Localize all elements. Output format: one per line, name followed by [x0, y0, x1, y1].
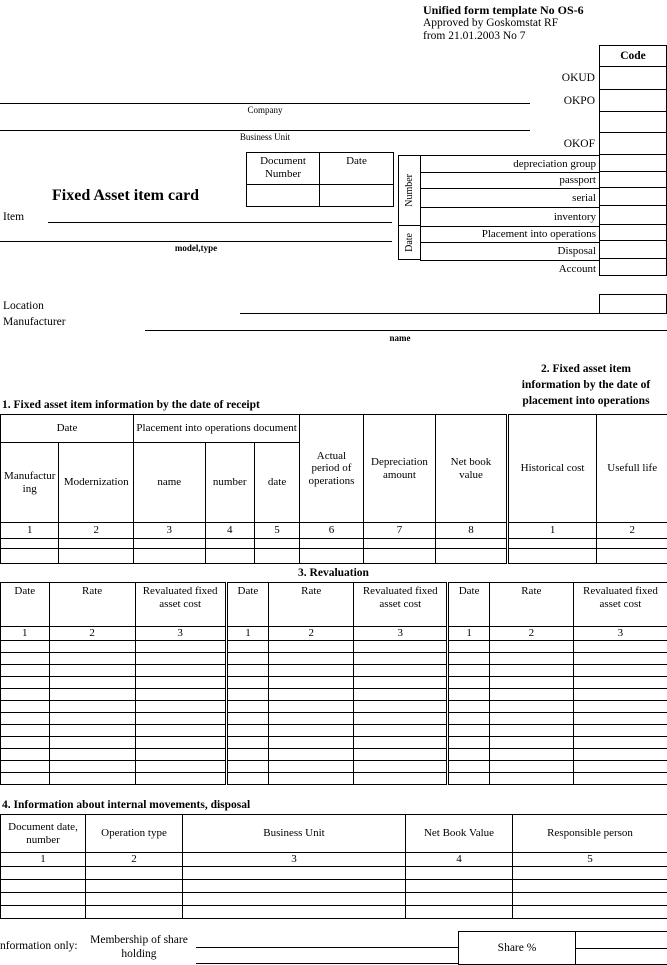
empty-cell[interactable] [1, 664, 50, 676]
section3-title: 3. Revaluation [298, 567, 369, 579]
empty-cell[interactable] [573, 700, 667, 712]
empty-cell[interactable] [133, 539, 205, 549]
column-number: 3 [135, 627, 226, 641]
table-row [1, 700, 667, 712]
empty-cell[interactable] [1, 772, 50, 784]
column-number: 1 [448, 627, 489, 641]
empty-cell[interactable] [573, 748, 667, 760]
empty-cell[interactable] [205, 549, 254, 564]
empty-cell[interactable] [489, 760, 573, 772]
column-header: Date [448, 583, 489, 627]
empty-cell[interactable] [489, 724, 573, 736]
empty-cell[interactable] [135, 760, 226, 772]
empty-cell[interactable] [573, 664, 667, 676]
form-approved-date: from 21.01.2003 No 7 [423, 30, 526, 42]
empty-cell[interactable] [1, 676, 50, 688]
column-number: 4 [205, 523, 254, 539]
empty-cell[interactable] [1, 640, 50, 652]
empty-cell[interactable] [489, 712, 573, 724]
okpo-label: OKPO [563, 95, 595, 107]
empty-cell[interactable] [1, 539, 59, 549]
column-number: 3 [573, 627, 667, 641]
item-line[interactable] [48, 211, 392, 223]
column-header: Placement into operations document [133, 415, 299, 443]
empty-cell[interactable] [226, 772, 269, 784]
empty-cell[interactable] [354, 724, 448, 736]
section4-table [0, 814, 667, 919]
model-type-line[interactable] [0, 230, 392, 242]
inventory-label: inventory [420, 208, 600, 227]
empty-cell[interactable] [354, 700, 448, 712]
membership-label: Membership of share holding [90, 934, 188, 960]
code-cell-account[interactable] [599, 258, 667, 276]
empty-cell[interactable] [49, 700, 135, 712]
number-group-label: Number [403, 174, 415, 207]
column-header: Date [226, 583, 269, 627]
empty-cell[interactable] [254, 549, 299, 564]
empty-cell[interactable] [183, 866, 406, 879]
empty-cell[interactable] [135, 664, 226, 676]
table-row [1, 724, 667, 736]
table-row [1, 892, 667, 905]
empty-cell[interactable] [226, 652, 269, 664]
empty-cell[interactable] [135, 700, 226, 712]
code-column [599, 46, 667, 276]
column-number: 1 [507, 523, 597, 539]
empty-cell[interactable] [226, 736, 269, 748]
empty-cell[interactable] [354, 736, 448, 748]
column-number: 1 [1, 853, 86, 867]
empty-cell[interactable] [269, 760, 354, 772]
empty-cell[interactable] [135, 724, 226, 736]
column-header: Operation type [86, 815, 183, 853]
empty-cell[interactable] [269, 652, 354, 664]
empty-cell[interactable] [448, 712, 489, 724]
column-header: Depreciation amount [363, 415, 436, 523]
empty-cell[interactable] [573, 724, 667, 736]
column-number: 1 [1, 523, 59, 539]
empty-cell[interactable] [49, 772, 135, 784]
table-row [1, 549, 667, 564]
empty-cell[interactable] [183, 905, 406, 918]
column-header: Rate [49, 583, 135, 627]
empty-cell[interactable] [448, 736, 489, 748]
column-number: 2 [489, 627, 573, 641]
column-header: Revaluated fixed asset cost [573, 583, 667, 627]
code-cell-inventory[interactable] [599, 205, 667, 225]
document-number-date-table [246, 152, 394, 207]
column-header: Modernization [59, 443, 134, 523]
okud-label: OKUD [561, 72, 595, 84]
empty-cell[interactable] [489, 688, 573, 700]
share-label: Share % [497, 941, 537, 954]
empty-cell[interactable] [363, 549, 436, 564]
column-number: 7 [363, 523, 436, 539]
document-date-cell[interactable] [320, 185, 394, 207]
empty-cell[interactable] [135, 736, 226, 748]
empty-cell[interactable] [269, 724, 354, 736]
share-value-cells [575, 931, 667, 965]
model-type-label: model,type [174, 243, 218, 253]
empty-cell[interactable] [1, 879, 86, 892]
date-group-label: Date [403, 233, 415, 252]
empty-cell[interactable] [269, 664, 354, 676]
empty-cell[interactable] [86, 892, 183, 905]
code-cell-okof[interactable] [599, 132, 667, 155]
empty-cell[interactable] [354, 760, 448, 772]
empty-cell[interactable] [226, 748, 269, 760]
empty-cell[interactable] [448, 664, 489, 676]
table-row [1, 523, 667, 539]
empty-cell[interactable] [59, 549, 134, 564]
empty-cell[interactable] [226, 712, 269, 724]
empty-cell[interactable] [436, 539, 508, 549]
column-header: Historical cost [507, 415, 597, 523]
column-number: 3 [133, 523, 205, 539]
empty-cell[interactable] [269, 700, 354, 712]
empty-cell[interactable] [448, 772, 489, 784]
empty-cell[interactable] [448, 724, 489, 736]
section2-title-line2: information by the date of [521, 379, 651, 391]
empty-cell[interactable] [59, 539, 134, 549]
membership-line-2[interactable] [196, 952, 458, 964]
empty-cell[interactable] [489, 664, 573, 676]
code-cell-serial[interactable] [599, 187, 667, 206]
empty-cell[interactable] [135, 676, 226, 688]
empty-cell[interactable] [354, 748, 448, 760]
column-header: Actual period of operations [300, 415, 363, 523]
column-number: 1 [1, 627, 50, 641]
column-header: Revaluated fixed asset cost [135, 583, 226, 627]
manufacturer-label: Manufacturer [3, 316, 66, 328]
empty-cell[interactable] [269, 640, 354, 652]
account-label: Account [558, 263, 596, 275]
empty-cell[interactable] [406, 866, 513, 879]
empty-cell[interactable] [135, 772, 226, 784]
empty-cell[interactable] [489, 772, 573, 784]
code-cell-disposal-date[interactable] [599, 240, 667, 259]
empty-cell[interactable] [269, 688, 354, 700]
column-number: 5 [513, 853, 667, 867]
empty-cell[interactable] [49, 760, 135, 772]
document-number-cell[interactable] [247, 185, 320, 207]
empty-cell[interactable] [448, 700, 489, 712]
table-row [1, 853, 667, 867]
column-number: 3 [354, 627, 448, 641]
column-number: 1 [226, 627, 269, 641]
empty-cell[interactable] [1, 652, 50, 664]
business-unit-label: Business Unit [239, 132, 291, 142]
empty-cell[interactable] [183, 892, 406, 905]
page-title: Fixed Asset item card [52, 187, 200, 204]
empty-cell[interactable] [269, 676, 354, 688]
column-number: 2 [597, 523, 667, 539]
table-row [1, 415, 667, 443]
empty-cell[interactable] [1, 905, 86, 918]
empty-cell[interactable] [448, 748, 489, 760]
column-header: Document date, number [1, 815, 86, 853]
empty-cell[interactable] [300, 539, 363, 549]
location-code-box[interactable] [599, 294, 667, 314]
column-number: 5 [254, 523, 299, 539]
empty-cell[interactable] [489, 676, 573, 688]
empty-cell[interactable] [448, 760, 489, 772]
column-header: Net Book Value [406, 815, 513, 853]
location-line[interactable] [240, 302, 599, 314]
empty-cell[interactable] [489, 736, 573, 748]
table-row [1, 652, 667, 664]
empty-cell[interactable] [135, 688, 226, 700]
empty-cell[interactable] [489, 640, 573, 652]
empty-cell[interactable] [226, 724, 269, 736]
empty-cell[interactable] [597, 539, 667, 549]
empty-cell[interactable] [49, 652, 135, 664]
column-header: Net book value [436, 415, 508, 523]
company-line[interactable] [0, 92, 530, 104]
okof-label: OKOF [563, 138, 595, 150]
empty-cell[interactable] [1, 549, 59, 564]
business-unit-line[interactable] [0, 119, 530, 131]
empty-cell[interactable] [1, 866, 86, 879]
membership-line-1[interactable] [196, 936, 458, 948]
table-row [247, 153, 394, 185]
empty-cell[interactable] [573, 772, 667, 784]
empty-cell[interactable] [489, 748, 573, 760]
column-header: Revaluated fixed asset cost [354, 583, 448, 627]
share-cell-top[interactable] [576, 932, 667, 949]
empty-cell[interactable] [489, 700, 573, 712]
empty-cell[interactable] [1, 892, 86, 905]
empty-cell[interactable] [573, 652, 667, 664]
column-header: date [254, 443, 299, 523]
empty-cell[interactable] [573, 676, 667, 688]
empty-cell[interactable] [86, 879, 183, 892]
empty-cell[interactable] [489, 652, 573, 664]
empty-cell[interactable] [49, 736, 135, 748]
empty-cell[interactable] [49, 664, 135, 676]
empty-cell[interactable] [86, 866, 183, 879]
empty-cell[interactable] [269, 736, 354, 748]
empty-cell[interactable] [354, 772, 448, 784]
empty-cell[interactable] [226, 664, 269, 676]
item-label: Item [3, 211, 25, 223]
field-label-rows [420, 155, 600, 278]
empty-cell[interactable] [205, 539, 254, 549]
column-header: Usefull life [597, 415, 667, 523]
empty-cell[interactable] [135, 640, 226, 652]
code-cell-passport[interactable] [599, 171, 667, 188]
column-header: Manufacturing [1, 443, 59, 523]
empty-cell[interactable] [363, 539, 436, 549]
placement-date-label: Placement into operations [420, 227, 600, 243]
code-cell-placement-date[interactable] [599, 224, 667, 241]
empty-cell[interactable] [49, 748, 135, 760]
table-row [1, 736, 667, 748]
column-header: Responsible person [513, 815, 667, 853]
empty-cell[interactable] [135, 652, 226, 664]
document-date-header: Date [320, 153, 394, 185]
section4-title: 4. Information about internal movements, disposal [2, 799, 251, 811]
empty-cell[interactable] [1, 700, 50, 712]
empty-cell[interactable] [133, 549, 205, 564]
column-number: 2 [269, 627, 354, 641]
section3-table [0, 582, 667, 785]
empty-cell[interactable] [354, 712, 448, 724]
location-label: Location [3, 300, 44, 312]
empty-cell[interactable] [49, 688, 135, 700]
empty-cell[interactable] [49, 640, 135, 652]
table-row [1, 866, 667, 879]
empty-cell[interactable] [573, 712, 667, 724]
document-number-header: Document Number [247, 153, 320, 185]
empty-cell[interactable] [573, 688, 667, 700]
table-row [1, 583, 667, 627]
empty-cell[interactable] [448, 640, 489, 652]
column-number: 4 [406, 853, 513, 867]
column-header: number [205, 443, 254, 523]
empty-cell[interactable] [573, 640, 667, 652]
empty-cell[interactable] [354, 664, 448, 676]
empty-cell[interactable] [513, 866, 667, 879]
section2-title-line1: 2. Fixed asset item [540, 363, 632, 375]
empty-cell[interactable] [49, 676, 135, 688]
empty-cell[interactable] [448, 652, 489, 664]
empty-cell[interactable] [1, 712, 50, 724]
empty-cell[interactable] [135, 712, 226, 724]
empty-cell[interactable] [1, 748, 50, 760]
empty-cell[interactable] [135, 748, 226, 760]
empty-cell[interactable] [49, 712, 135, 724]
table-row [1, 640, 667, 652]
empty-cell[interactable] [513, 879, 667, 892]
table-row [1, 772, 667, 784]
column-number: 2 [86, 853, 183, 867]
empty-cell[interactable] [1, 688, 50, 700]
empty-cell[interactable] [226, 676, 269, 688]
column-number: 8 [436, 523, 508, 539]
empty-cell[interactable] [448, 688, 489, 700]
code-cell-depreciation-group[interactable] [599, 154, 667, 172]
empty-cell[interactable] [226, 688, 269, 700]
empty-cell[interactable] [183, 879, 406, 892]
empty-cell[interactable] [513, 892, 667, 905]
column-header: name [133, 443, 205, 523]
empty-cell[interactable] [254, 539, 299, 549]
form-approved-by: Approved by Goskomstat RF [423, 17, 559, 29]
table-row [1, 676, 667, 688]
empty-cell[interactable] [49, 724, 135, 736]
column-number: 2 [59, 523, 134, 539]
empty-cell[interactable] [573, 760, 667, 772]
empty-cell[interactable] [406, 892, 513, 905]
serial-label: serial [420, 189, 600, 208]
name-label: name [389, 333, 411, 343]
depreciation-group-label: depreciation group [420, 156, 600, 173]
column-header: Business Unit [183, 815, 406, 853]
manufacturer-line[interactable] [145, 319, 667, 331]
empty-cell[interactable] [406, 879, 513, 892]
code-cell-okud[interactable] [599, 66, 667, 90]
column-header: Date [1, 583, 50, 627]
table-row [1, 760, 667, 772]
table-row [247, 185, 394, 207]
info-only-label: nformation only: [0, 940, 78, 952]
empty-cell[interactable] [86, 905, 183, 918]
column-number: 2 [49, 627, 135, 641]
share-box [458, 931, 576, 965]
table-row [1, 879, 667, 892]
column-number: 3 [183, 853, 406, 867]
empty-cell[interactable] [226, 760, 269, 772]
table-row [1, 627, 667, 641]
empty-cell[interactable] [436, 549, 508, 564]
empty-cell[interactable] [354, 676, 448, 688]
date-group-box [398, 225, 421, 260]
number-group-box [398, 155, 421, 226]
empty-cell[interactable] [300, 549, 363, 564]
table-row [1, 748, 667, 760]
empty-cell[interactable] [269, 712, 354, 724]
table-row [1, 664, 667, 676]
section1-table [0, 414, 667, 564]
section1-title: 1. Fixed asset item information by the date of receipt [2, 399, 260, 411]
column-number: 6 [300, 523, 363, 539]
table-row [1, 712, 667, 724]
empty-cell[interactable] [354, 688, 448, 700]
empty-cell[interactable] [597, 549, 667, 564]
empty-cell[interactable] [507, 549, 597, 564]
column-header: Date [1, 415, 134, 443]
section2-title [505, 361, 667, 409]
company-label: Company [247, 105, 283, 115]
empty-cell[interactable] [226, 640, 269, 652]
empty-cell[interactable] [226, 700, 269, 712]
table-row [1, 815, 667, 853]
empty-cell[interactable] [513, 905, 667, 918]
code-header: Code [599, 45, 667, 67]
empty-cell[interactable] [507, 539, 597, 549]
share-cell-bottom[interactable] [576, 949, 667, 965]
empty-cell[interactable] [269, 748, 354, 760]
section2-title-line3: placement into operations [522, 395, 650, 407]
table-row [1, 905, 667, 918]
table-row [1, 539, 667, 549]
column-header: Rate [489, 583, 573, 627]
passport-label: passport [420, 173, 600, 189]
table-row [1, 688, 667, 700]
empty-cell[interactable] [448, 676, 489, 688]
empty-cell[interactable] [573, 736, 667, 748]
empty-cell[interactable] [354, 652, 448, 664]
code-cell-okpo[interactable] [599, 89, 667, 112]
disposal-date-label: Disposal [420, 243, 600, 261]
empty-cell[interactable] [406, 905, 513, 918]
empty-cell[interactable] [354, 640, 448, 652]
column-header: Rate [269, 583, 354, 627]
empty-cell[interactable] [269, 772, 354, 784]
empty-cell[interactable] [1, 736, 50, 748]
code-cell-blank[interactable] [599, 111, 667, 133]
empty-cell[interactable] [1, 760, 50, 772]
empty-cell[interactable] [1, 724, 50, 736]
form-template-title: Unified form template No OS-6 [423, 3, 584, 17]
